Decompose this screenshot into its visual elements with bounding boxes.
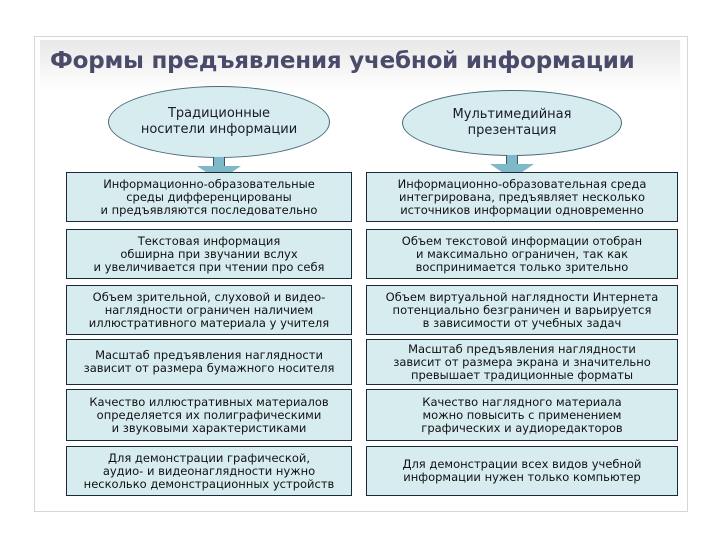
left-box-2: Текстовая информация обширна при звучании вслух и увеличивается при чтении про себя xyxy=(66,229,352,279)
right-box-4: Масштаб предъявления наглядности зависит от размера экрана и значительно превышает традиционные форматы xyxy=(366,339,678,385)
right-box-2: Объем текстовой информации отобран и максимально ограничен, так как воспринимается только зрительно xyxy=(366,229,678,279)
left-box-1: Информационно-образовательные среды дифференцированы и предъявляются последовательно xyxy=(66,172,352,222)
left-box-5: Качество иллюстративных материалов определяется их полиграфическими и звуковыми характеристиками xyxy=(66,389,352,441)
header-traditional: Традиционные носители информации xyxy=(108,86,330,158)
right-box-5: Качество наглядного материала можно повысить с применением графических и аудиоредакторов xyxy=(366,389,678,441)
right-box-6: Для демонстрации всех видов учебной информации нужен только компьютер xyxy=(366,446,678,496)
left-box-3: Объем зрительной, слуховой и видео- наглядности ограничен наличием иллюстративного материала у учителя xyxy=(66,285,352,335)
left-box-4: Масштаб предъявления наглядности зависит от размера бумажного носителя xyxy=(66,339,352,385)
right-box-1: Информационно-образовательная среда интегрирована, предъявляет несколько источников информации одновременно xyxy=(366,172,678,222)
header-multimedia: Мультимедийная презентация xyxy=(402,90,622,156)
slide-title: Формы предъявления учебной информации xyxy=(50,48,635,74)
right-box-3: Объем виртуальной наглядности Интернета потенциально безграничен и варьируется в зависимости от учебных задач xyxy=(366,285,678,335)
left-box-6: Для демонстрации графической, аудио- и видеонаглядности нужно несколько демонстрационных устройств xyxy=(66,446,352,496)
